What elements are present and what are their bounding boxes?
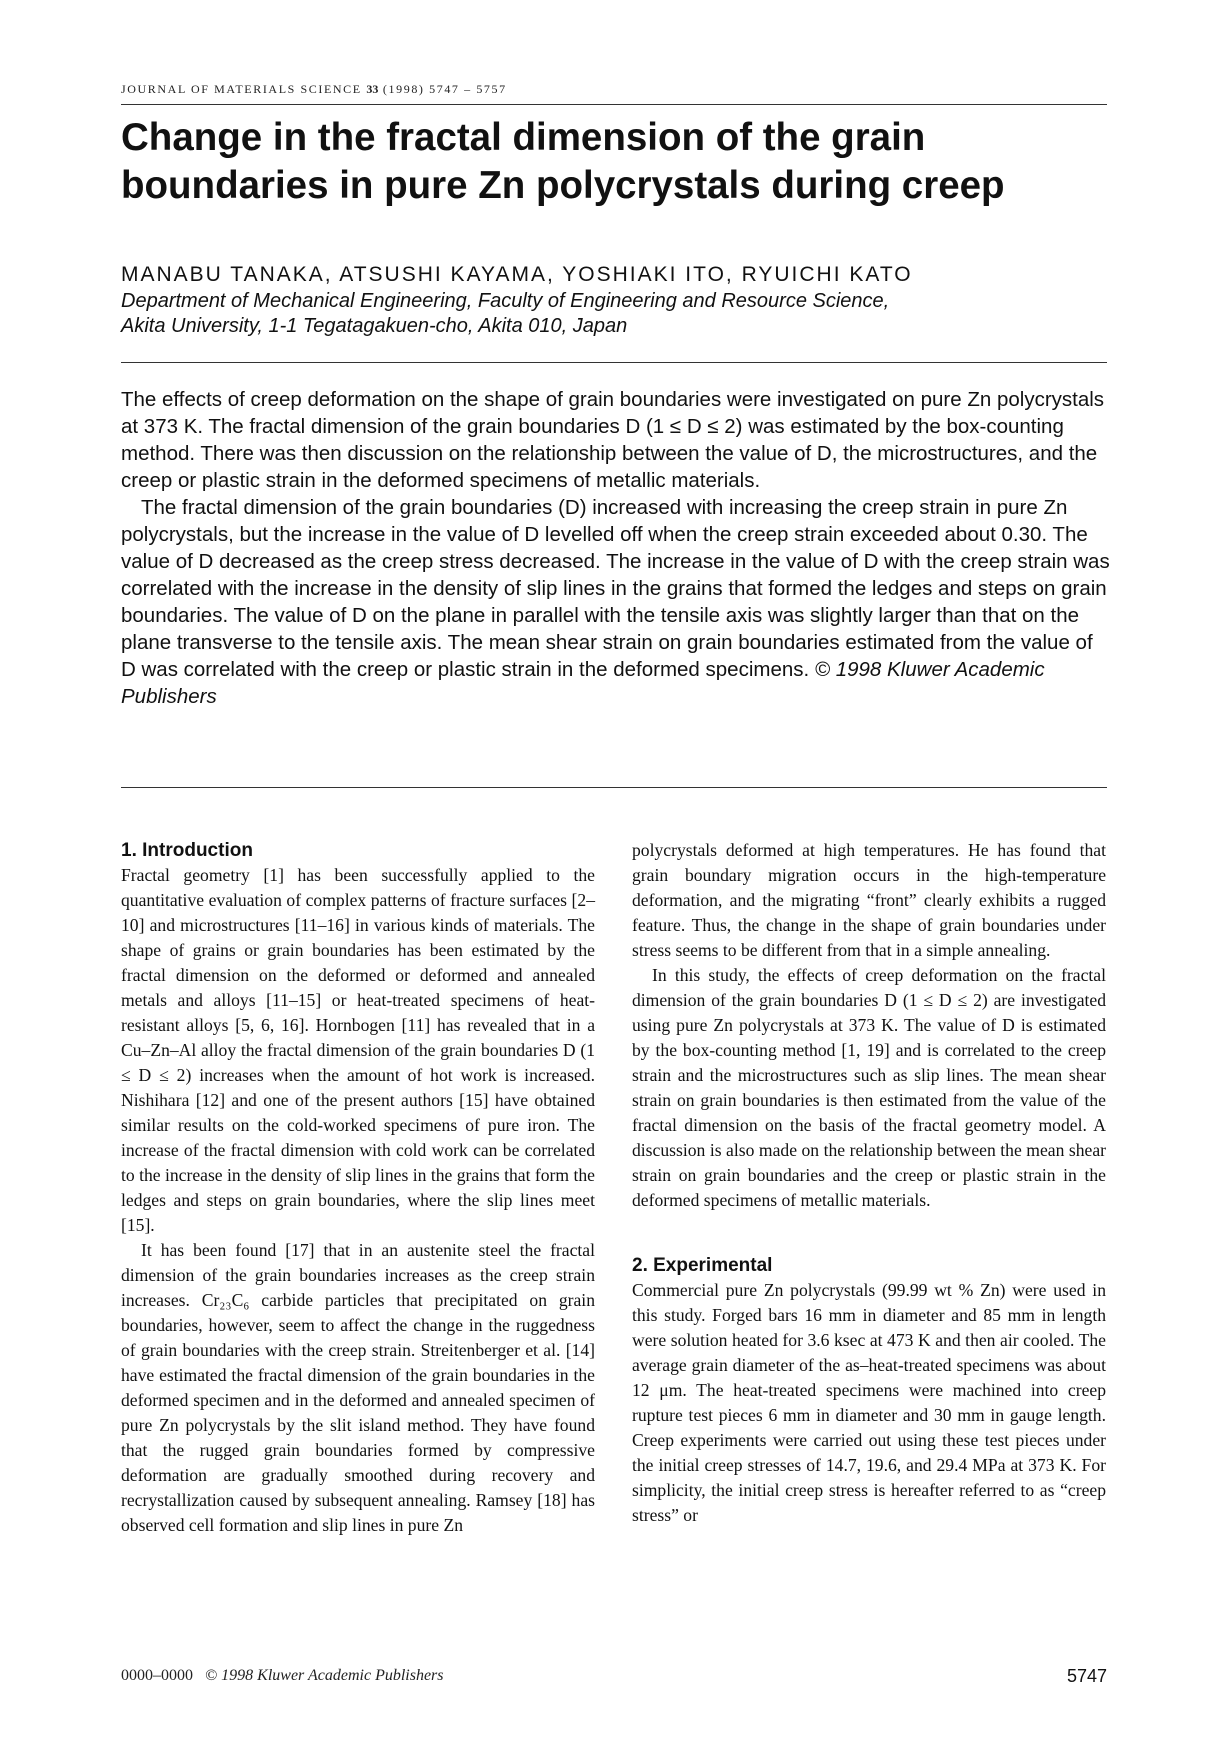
journal-name: JOURNAL OF MATERIALS SCIENCE bbox=[121, 82, 362, 96]
journal-year-pages: (1998) 5747 – 5757 bbox=[382, 82, 507, 96]
journal-volume: 33 bbox=[366, 82, 379, 96]
author-list: MANABU TANAKA, ATSUSHI KAYAMA, YOSHIAKI ITO, RYUICHI KATO bbox=[121, 263, 913, 286]
footer-code: 0000–0000 bbox=[121, 1667, 193, 1684]
footer-copyright: © 1998 Kluwer Academic Publishers bbox=[205, 1667, 444, 1684]
header-rule bbox=[121, 104, 1107, 105]
body-paragraph: polycrystals deformed at high temperatures. He has found that grain boundary migration occurs in the high-temperature deformation, and the migrating “front” clearly exhibits a rugged feature. Thus, the change in the shape of grain boundaries under stress seems to be different from that in a simple annealing. bbox=[632, 840, 1106, 960]
abstract-paragraph-2 bbox=[121, 494, 1111, 710]
affiliation bbox=[121, 289, 1111, 339]
body-paragraph: It has been found [17] that in an austenite steel the fractal dimension of the grain boundaries increases as the creep strain increases. Cr₂₃C₆ carbide particles that precipitated on grain boundaries, however, seem to affect the change in the ruggedness of grain boundaries with the creep strain. Streitenberger et al. [14] have estimated the fractal dimension of the grain boundaries in the deformed specimen and in the deformed and annealed specimen of pure Zn polycrystals by the slit island method. They have found that the rugged grain boundaries formed by compressive deformation are gradually smoothed during recovery and recrystallization caused by subsequent annealing. Ramsey [18] has observed cell formation and slip lines in pure Zn bbox=[121, 1240, 595, 1535]
body-paragraph: Fractal geometry [1] has been successfully applied to the quantitative evaluation of complex patterns of fracture surfaces [2–10] and microstructures [11–16] in various kinds of materials. The shape of grains or grain boundaries has been estimated by the fractal dimension on the deformed or deformed and annealed metals and alloys [11–15] or heat-treated specimens of heat-resistant alloys [5, 6, 16]. Hornbogen [11] has revealed that in a Cu–Zn–Al alloy the fractal dimension of the grain boundaries D (1 ≤ D ≤ 2) increases when the amount of hot work is increased. Nishihara [12] and one of the present authors [15] have obtained similar results on the cold-worked specimens of pure iron. The increase of the fractal dimension with cold work can be correlated to the increase in the density of slip lines in the grains that form the ledges and steps on grain boundaries, where the slip lines meet [15]. bbox=[121, 865, 595, 1235]
abstract-paragraph-1: The effects of creep deformation on the shape of grain boundaries were investigated on pure Zn polycrystals at 373 K. The fractal dimension of the grain boundaries D (1 ≤ D ≤ 2) was estimated by the box-counting method. There was then discussion on the relationship between the value of D, the microstructures, and the creep or plastic strain in the deformed specimens of metallic materials. bbox=[121, 388, 1105, 492]
abstract bbox=[121, 386, 1111, 710]
body-paragraph: Commercial pure Zn polycrystals (99.99 wt % Zn) were used in this study. Forged bars 16 mm in diameter and 85 mm in length were solution heated for 3.6 ksec at 473 K and then air cooled. The average grain diameter of the as–heat-treated specimens was about 12 μm. The heat-treated specimens were machined into creep rupture test pieces 6 mm in diameter and 30 mm in gauge length. Creep experiments were carried out using these test pieces under the initial creep stresses of 14.7, 19.6, and 29.4 MPa at 373 K. For simplicity, the initial creep stress is hereafter referred to as “creep stress” or bbox=[632, 1280, 1106, 1525]
affiliation-line-2: Akita University, 1-1 Tegatagakuen-cho, Akita 010, Japan bbox=[121, 315, 628, 337]
abstract-paragraph-2-text: The fractal dimension of the grain boundaries (D) increased with increasing the creep strain in pure Zn polycrystals, but the increase in the value of D levelled off when the creep strain exceeded about 0.30. The value of D decreased as the creep stress decreased. The increase in the value of D with the creep strain was correlated with the increase in the density of slip lines in the grains that formed the ledges and steps on grain boundaries. The value of D on the plane in parallel with the tensile axis was slightly larger than that on the plane transverse to the tensile axis. The mean shear strain on grain boundaries estimated from the value of D was correlated with the creep or plastic strain in the deformed specimens. bbox=[121, 496, 1110, 681]
section-heading-experimental: 2. Experimental bbox=[632, 1255, 773, 1276]
affiliation-line-1: Department of Mechanical Engineering, Faculty of Engineering and Resource Science, bbox=[121, 290, 890, 312]
body-paragraph: In this study, the effects of creep deformation on the fractal dimension of the grain boundaries D (1 ≤ D ≤ 2) are investigated using pure Zn polycrystals at 373 K. The value of D is estimated by the box-counting method [1, 19] and is correlated to the creep strain and the microstructures such as slip lines. The mean shear strain on grain boundaries is then estimated from the value of the fractal dimension on the basis of the fractal geometry model. A discussion is also made on the relationship between the mean shear strain on grain boundaries and the creep or plastic strain in the deformed specimens of metallic materials. bbox=[632, 965, 1106, 1210]
section-heading-introduction: 1. Introduction bbox=[121, 840, 253, 861]
abstract-copyright: © 1998 Kluwer Academic Publishers bbox=[121, 658, 1045, 708]
footer-left bbox=[121, 1667, 444, 1685]
page-number: 5747 bbox=[1066, 1666, 1107, 1686]
right-column bbox=[632, 838, 1106, 1528]
running-head bbox=[121, 82, 507, 97]
left-column bbox=[121, 838, 595, 1538]
paper-title: Change in the fractal dimension of the grain boundaries in pure Zn polycrystals during creep bbox=[121, 116, 1005, 207]
abstract-top-rule bbox=[121, 362, 1107, 363]
section-spacer bbox=[632, 1213, 1106, 1253]
abstract-bottom-rule bbox=[121, 787, 1107, 788]
